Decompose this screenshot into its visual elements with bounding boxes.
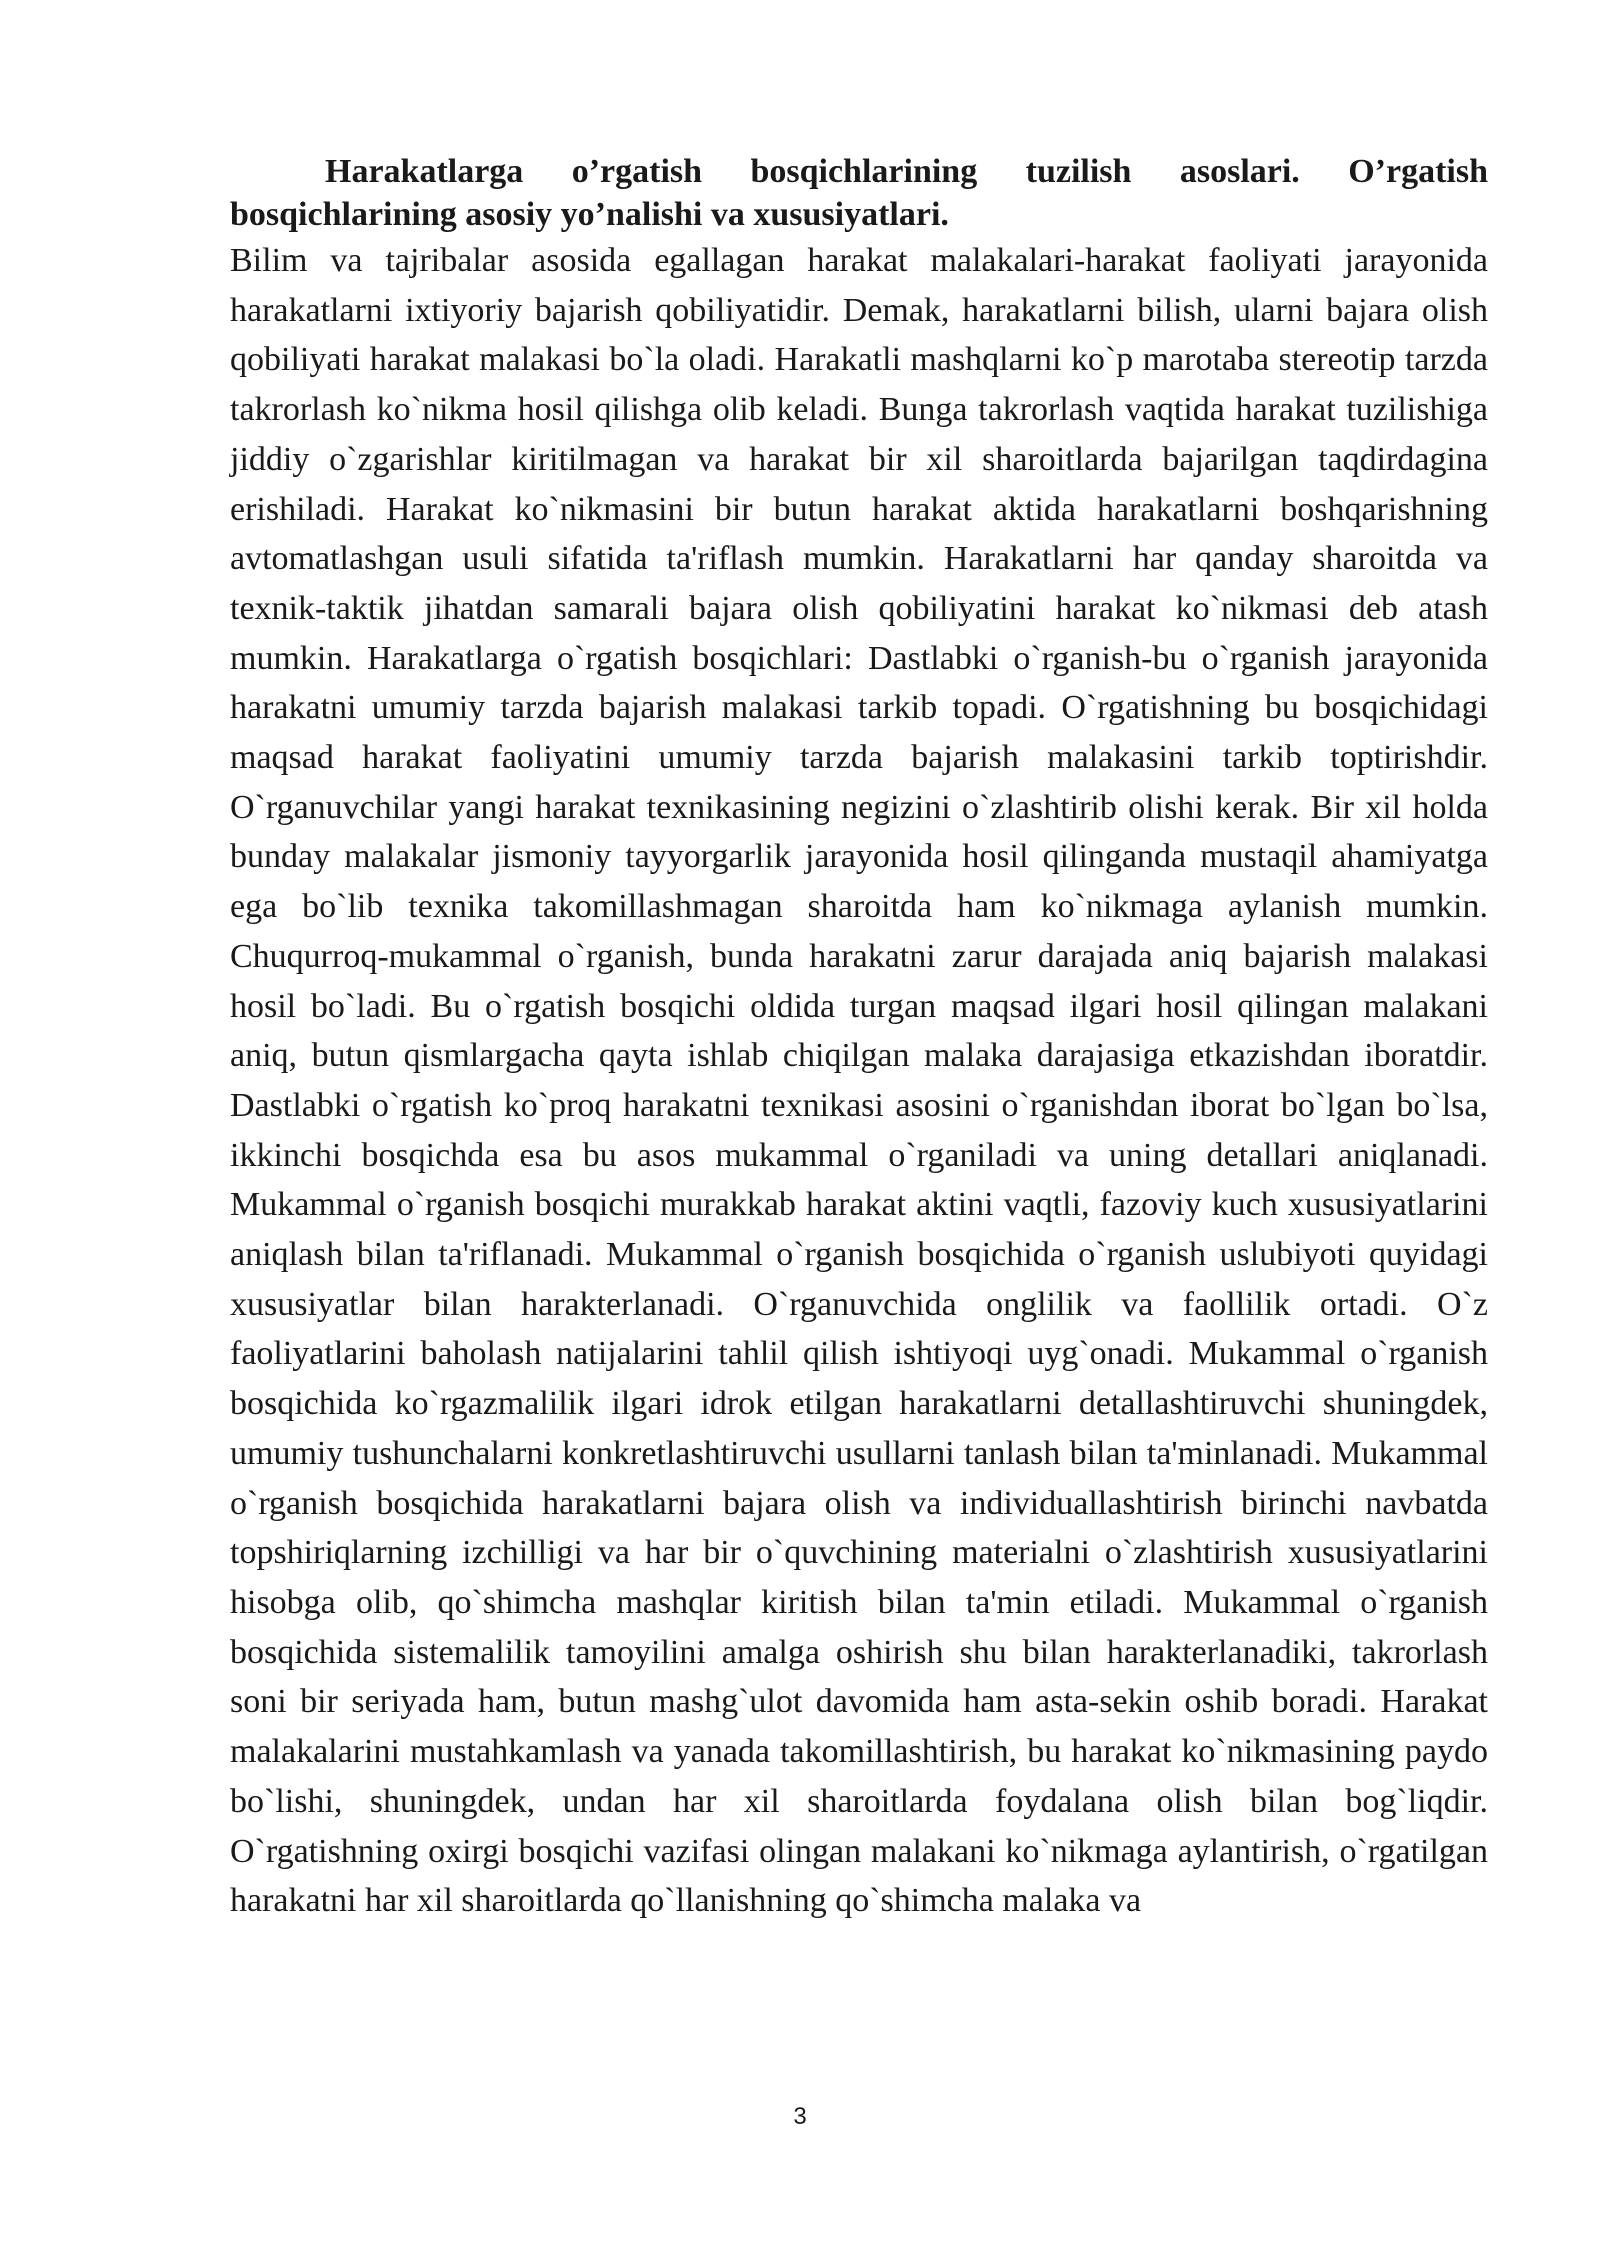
section-heading: Harakatlarga o’rgatish bosqichlarining tuzilish asoslari. O’rgatish bosqichlarining asosiy yo’nalishi va xususiyatlari. [230, 153, 1488, 233]
page-number: 3 [793, 2103, 807, 2130]
body-paragraph: Bilim va tajribalar asosida egallagan harakat malakalari-harakat faoliyati jarayonida harakatlarni ixtiyoriy bajarish qobiliyatidir. Demak, harakatlarni bilish, ularni bajara olish qobiliyati harakat malakasi bo`la oladi. Harakatli mashqlarni ko`p marotaba stereotip tarzda takrorlash ko`nikma hosil qilishga olib keladi. Bunga takrorlash vaqtida harakat tuzilishiga jiddiy o`zgarishlar kiritilmagan va harakat bir xil sharoitlarda bajarilgan taqdirdagina erishiladi. Harakat ko`nikmasini bir butun harakat aktida harakatlarni boshqarishning avtomatlashgan usuli sifatida ta'riflash mumkin. Harakatlarni har qanday sharoitda va texnik-taktik jihatdan samarali bajara olish qobiliyatini harakat ko`nikmasi deb atash mumkin. Harakatlarga o`rgatish bosqichlari: Dastlabki o`rganish-bu o`rganish jarayonida harakatni umumiy tarzda bajarish malakasi tarkib topadi. O`rgatishning bu bosqichidagi maqsad harakat faoliyatini umumiy tarzda bajarish malakasini tarkib toptirishdir. O`rganuvchilar yangi harakat texnikasining negizini o`zlashtirib olishi kerak. Bir xil holda bunday malakalar jismoniy tayyorgarlik jarayonida hosil qilinganda mustaqil ahamiyatga ega bo`lib texnika takomillashmagan sharoitda ham ko`nikmaga aylanish mumkin. Chuqurroq-mukammal o`rganish, bunda harakatni zarur darajada aniq bajarish malakasi hosil bo`ladi. Bu o`rgatish bosqichi oldida turgan maqsad ilgari hosil qilingan malakani aniq, butun qismlargacha qayta ishlab chiqilgan malaka darajasiga etkazishdan iboratdir. Dastlabki o`rgatish ko`proq harakatni texnikasi asosini o`rganishdan iborat bo`lgan bo`lsa, ikkinchi bosqichda esa bu asos mukammal o`rganiladi va uning detallari aniqlanadi. Mukammal o`rganish bosqichi murakkab harakat aktini vaqtli, fazoviy kuch xususiyatlarini aniqlash bilan ta'riflanadi. Mukammal o`rganish bosqichida o`rganish uslubiyoti quyidagi xususiyatlar bilan harakterlanadi. O`rganuvchida onglilik va faollilik ortadi. O`z faoliyatlarini baholash natijalarini tahlil qilish ishtiyoqi uyg`onadi. Mukammal o`rganish bosqichida ko`rgazmalilik ilgari idrok etilgan harakatlarni detallashtiruvchi shuningdek, umumiy tushunchalarni konkretlashtiruvchi usullarni tanlash bilan ta'minlanadi. Mukammal o`rganish bosqichida harakatlarni bajara olish va individuallashtirish birinchi navbatda topshiriqlarning izchilligi va har bir o`quvchining materialni o`zlashtirish xususiyatlarini hisobga olib, qo`shimcha mashqlar kiritish bilan ta'min etiladi. Mukammal o`rganish bosqichida sistemalilik tamoyilini amalga oshirish shu bilan harakterlanadiki, takrorlash soni bir seriyada ham, butun mashg`ulot davomida ham asta-sekin oshib boradi. Harakat malakalarini mustahkamlash va yanada takomillashtirish, bu harakat ko`nikmasining paydo bo`lishi, shuningdek, undan har xil sharoitlarda foydalana olish bilan bog`liqdir. O`rgatishning oxirgi bosqichi vazifasi olingan malakani ko`nikmaga aylantirish, o`rgatilgan harakatni har xil sharoitlarda qo`llanishning qo`shimcha malaka va [230, 242, 1488, 1920]
page-content [230, 150, 1488, 1926]
